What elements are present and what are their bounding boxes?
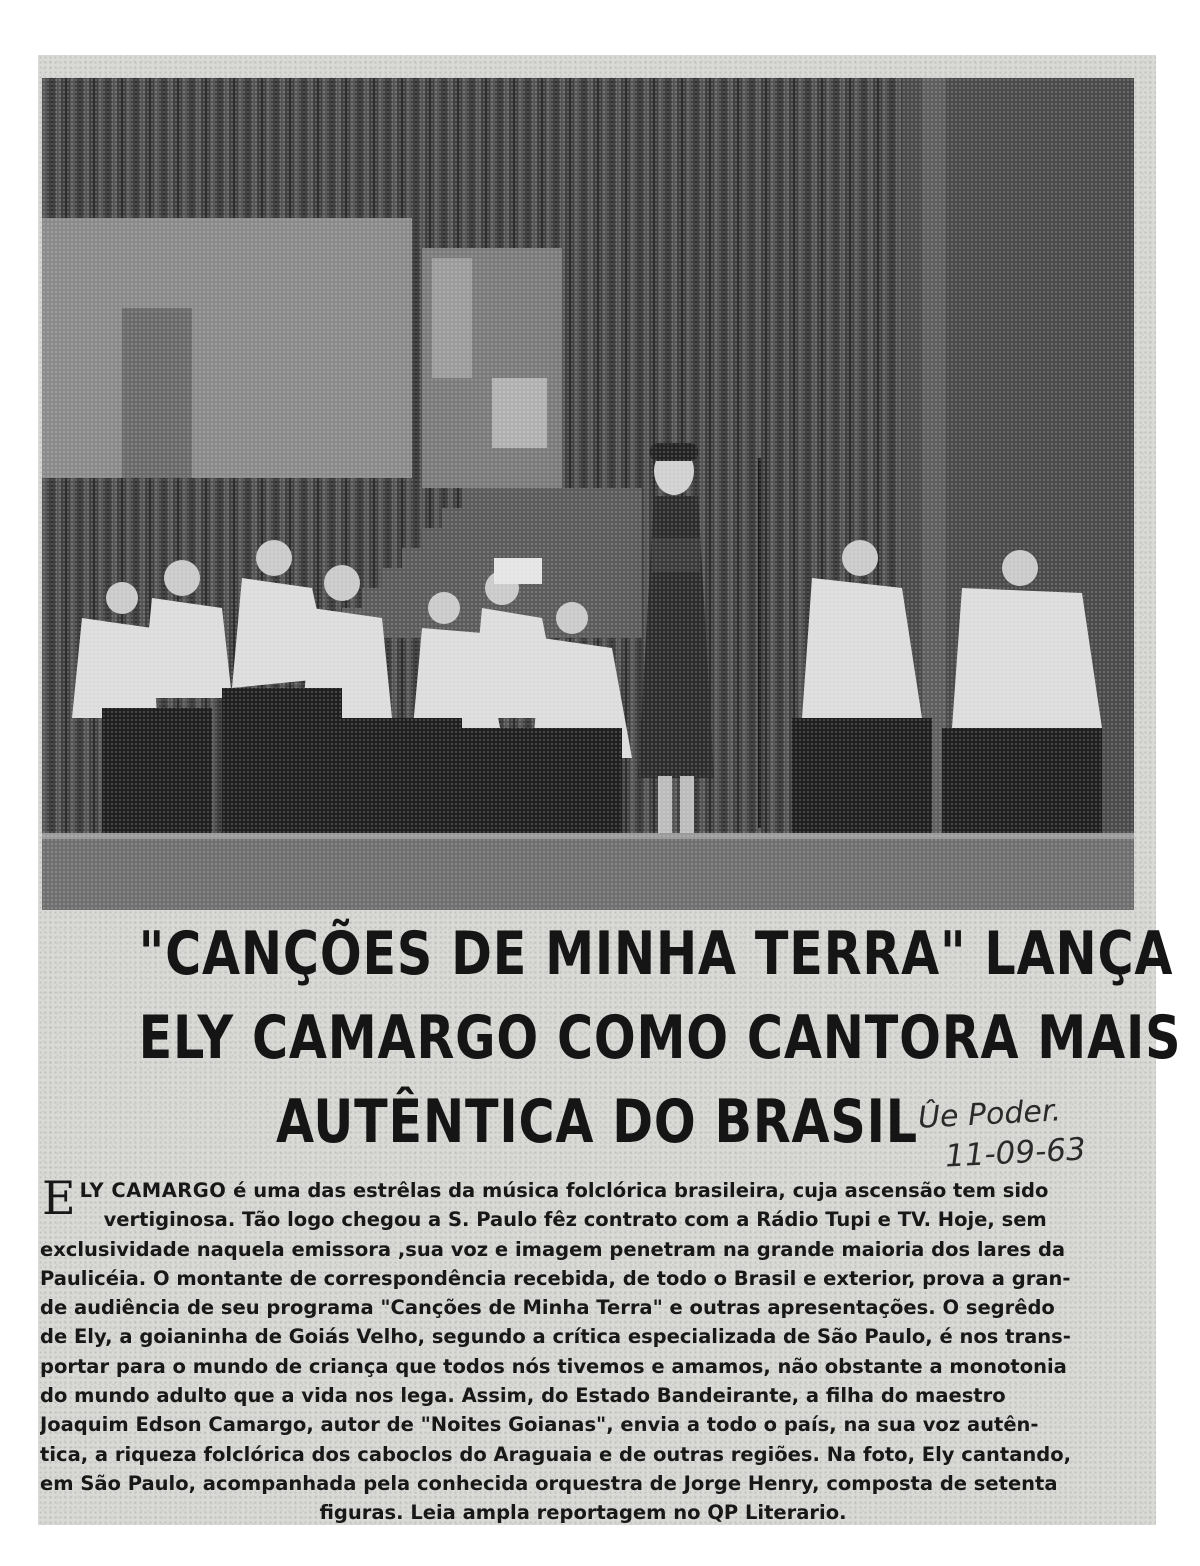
headline-line-2: ELY CAMARGO COMO CANTORA MAIS [138,1003,1182,1073]
article-line: em São Paulo, acompanhada pela conhecida orquestra de Jorge Henry, composta de setenta [40,1471,1058,1495]
article-line-text: é uma das estrêlas da música folclórica brasileira, cuja ascensão tem sido [226,1179,1049,1202]
article-line: do mundo adulto que a vida nos lega. Assim, do Estado Bandeirante, a filha do maestro [40,1384,1006,1408]
drop-cap: E [42,1171,76,1225]
article-line: portar para o mundo de criança que todos nós tivemos e amamos, não obstante a monotonia [40,1354,1067,1378]
lead-name: LY CAMARGO [79,1179,227,1202]
article-line: Joaquim Edson Camargo, autor de "Noites Goianas", envia a todo o país, na sua voz autên- [40,1413,1039,1437]
article-line: Paulicéia. O montante de correspondência recebida, de todo o Brasil e exterior, prova a gran- [40,1266,1071,1290]
headline-line-3: AUTÊNTICA DO BRASIL [276,1087,918,1157]
concert-photo [42,78,1134,910]
article-line: tica, a riqueza folclórica dos caboclos do Araguaia e de outras regiões. Na foto, Ely cantando, [40,1442,1072,1466]
article-body [40,1171,1126,1528]
concert-photo-illustration [42,78,1134,910]
headline-line-1: "CANÇÕES DE MINHA TERRA" LANÇA [138,919,1174,989]
article-line: de Ely, a goianinha de Goiás Velho, segundo a crítica especializada de São Paulo, é nos trans- [40,1325,1071,1349]
article-line: exclusividade naquela emissora ,sua voz e imagem penetram na grande maioria dos lares da [40,1237,1066,1261]
article-line: figuras. Leia ampla reportagem no QP Literario. [319,1501,847,1525]
article-line: de audiência de seu programa "Canções de Minha Terra" e outras apresentações. O segrêdo [40,1296,1055,1320]
handwritten-source-note: Ûe Poder. [917,1093,1062,1136]
handwritten-date-note: 11-09-63 [944,1131,1087,1175]
article-line [80,1176,1126,1205]
article-line: vertiginosa. Tão logo chegou a S. Paulo fêz contrato com a Rádio Tupi e TV. Hoje, sem [103,1208,1047,1232]
